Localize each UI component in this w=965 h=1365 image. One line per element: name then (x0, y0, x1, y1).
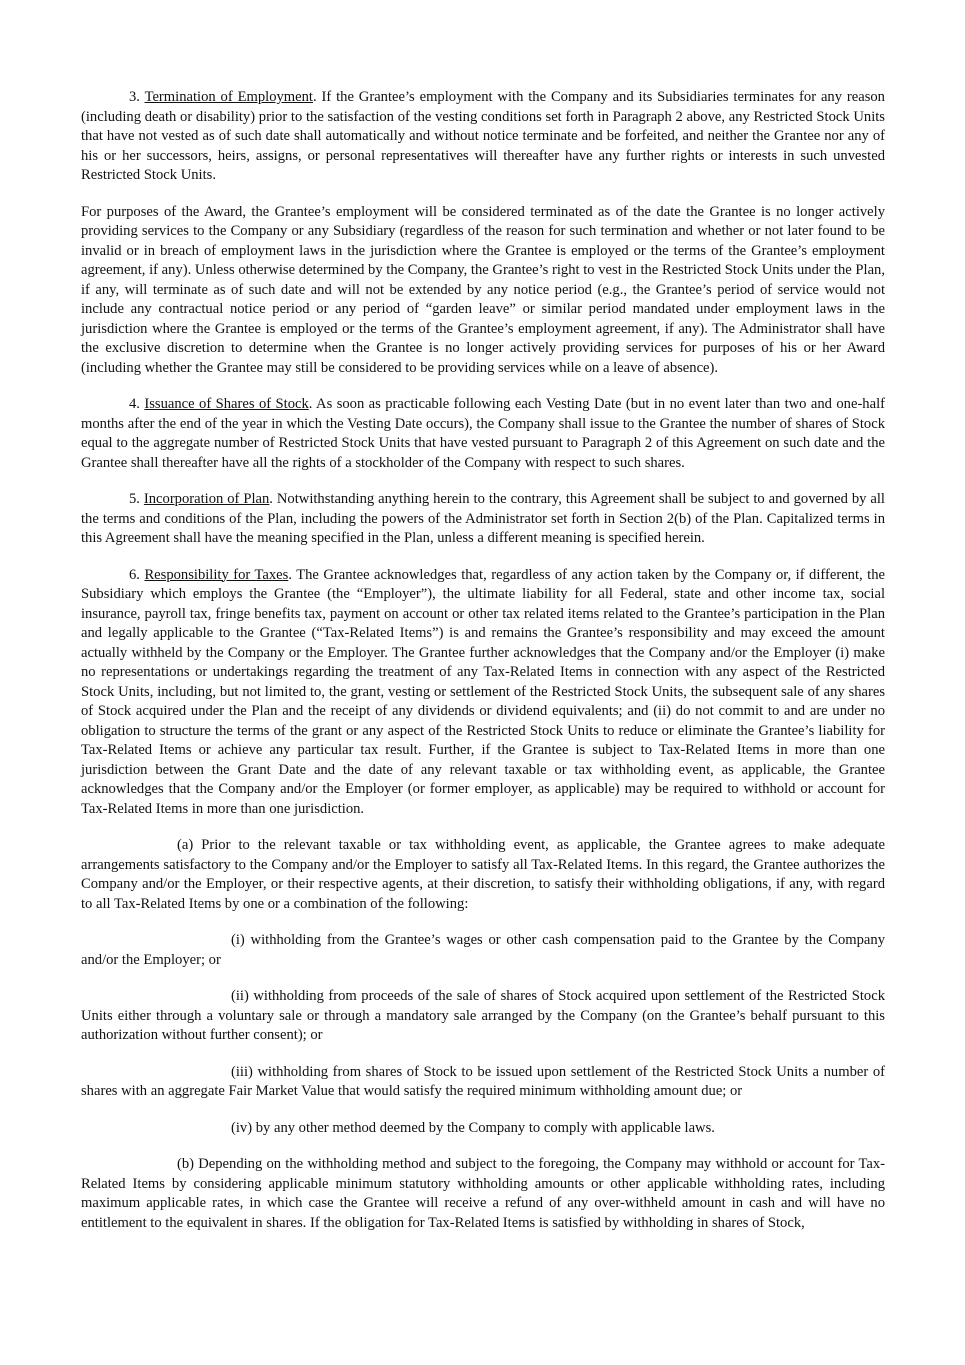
section-3-paragraph-2: For purposes of the Award, the Grantee’s employment will be considered terminated as of the date the Grantee is no longer actively providing services to the Company or any Subsidiary (regardless of the reason for such termination and whether or not later found to be invalid or in breach of employment laws in the jurisdiction where the Grantee is employed or the terms of the Grantee’s employment agreement, if any). Unless otherwise determined by the Company, the Grantee’s right to vest in the Restricted Stock Units under the Plan, if any, will terminate as of such date and will not be extended by any notice period (e.g., the Grantee’s period of service would not include any contractual notice period or any period of “garden leave” or similar period mandated under employment laws in the jurisdiction where the Grantee is employed or the terms of the Grantee’s employment agreement, if any). The Administrator shall have the exclusive discretion to determine when the Grantee is no longer actively providing services for purposes of his or her Award (including whether the Grantee may still be considered to be providing services while on a leave of absence). (81, 203, 885, 376)
section-4-body: . As soon as practicable following each Vesting Date (but in no event later than two and one-half months after the end of the year in which the Vesting Date occurs), the Company shall issue to the Grantee the number of shares of Stock equal to the aggregate number of Restricted Stock Units that have vested pursuant to Paragraph 2 of this Agreement on such date and the Grantee shall thereafter have all the rights of a stockholder of the Company with respect to such shares. (81, 396, 885, 471)
section-4-heading: Issuance of Shares of Stock (144, 396, 309, 412)
section-6-body: . The Grantee acknowledges that, regardless of any action taken by the Company or, if different, the Subsidiary which employs the Grantee (the “Employer”), the ultimate liability for all Federal, state and other income tax, social insurance, payroll tax, fringe benefits tax, payment on account or other tax related items related to the Grantee’s participation in the Plan and legally applicable to the Grantee (“Tax-Related Items”) is and remains the Grantee’s responsibility and may exceed the amount actually withheld by the Company or the Employer. The Grantee further acknowledges that the Company and/or the Employer (i) make no representations or undertakings regarding the treatment of any Tax-Related Items in connection with any aspect of the Restricted Stock Units, including, but not limited to, the grant, vesting or settlement of the Restricted Stock Units, the subsequent sale of any shares of Stock acquired under the Plan and the receipt of any dividends or dividend equivalents; and (ii) do not commit to and are under no obligation to structure the terms of the grant or any aspect of the Restricted Stock Units to reduce or eliminate the Grantee’s liability for Tax-Related Items or achieve any particular tax result. Further, if the Grantee is subject to Tax-Related Items in more than one jurisdiction between the Grant Date and the date of any relevant taxable or tax withholding event, as applicable, the Grantee acknowledges that the Company and/or the Employer (or former employer, as applicable) may be required to withhold or account for Tax-Related Items in more than one jurisdiction. (81, 566, 885, 817)
section-3-body: . If the Grantee’s employment with the Company and its Subsidiaries terminates for any reason (including death or disability) prior to the satisfaction of the vesting conditions set forth in Paragraph 2 above, any Restricted Stock Units that have not vested as of such date shall automatically and without notice terminate and be forfeited, and neither the Grantee nor any of his or her successors, heirs, assigns, or personal representatives will thereafter have any further rights or interests in such unvested Restricted Stock Units. (81, 89, 885, 183)
subsection-b-paragraph: (b) Depending on the withholding method and subject to the foregoing, the Company may withhold or account for Tax-Related Items by considering applicable minimum statutory withholding amounts or other applicable withholding rates, including maximum applicable rates, in which case the Grantee will receive a refund of any over-withheld amount in cash and will have no entitlement to the equivalent in shares. If the obligation for Tax-Related Items is satisfied by withholding in shares of Stock, (81, 1156, 885, 1231)
section-5-number: 5. (129, 491, 144, 507)
section-4-paragraph (81, 395, 885, 473)
subsection-a-paragraph: (a) Prior to the relevant taxable or tax withholding event, as applicable, the Grantee agrees to make adequate arrangements satisfactory to the Company and/or the Employer to satisfy all Tax-Related Items. In this regard, the Grantee authorizes the Company and/or the Employer, or their respective agents, at their discretion, to satisfy their withholding obligations, if any, with regard to all Tax-Related Items by one or a combination of the following: (81, 837, 885, 912)
section-4-number: 4. (129, 396, 145, 412)
item-ii-paragraph: (ii) withholding from proceeds of the sale of shares of Stock acquired upon settlement of the Restricted Stock Units either through a voluntary sale or through a mandatory sale arranged by the Company (on the Grantee’s behalf pursuant to this authorization without further consent); or (81, 988, 885, 1043)
section-6-number: 6. (129, 566, 145, 583)
item-iv-paragraph: (iv) by any other method deemed by the Company to comply with applicable laws. (231, 1119, 715, 1136)
section-5-heading: Incorporation of Plan (143, 491, 270, 507)
section-6-paragraph (81, 566, 885, 820)
section-6-heading: Responsibility for Taxes (144, 566, 289, 583)
section-5-body: . Notwithstanding anything herein to the contrary, this Agreement shall be subject to and governed by all the terms and conditions of the Plan, including the powers of the Administrator set forth in Section 2(b) of the Plan. Capitalized terms in this Agreement shall have the meaning specified in the Plan, unless a different meaning is specified herein. (81, 491, 885, 546)
section-3-paragraph (81, 88, 885, 186)
section-3-number: 3. (129, 89, 145, 105)
item-iii-paragraph: (iii) withholding from shares of Stock to be issued upon settlement of the Restricted Stock Units a number of shares with an aggregate Fair Market Value that would satisfy the required minimum withholding amount due; or (81, 1063, 885, 1099)
item-i-paragraph: (i) withholding from the Grantee’s wages or other cash compensation paid to the Grantee by the Company and/or the Employer; or (81, 932, 885, 968)
section-5-paragraph (81, 490, 885, 549)
section-3-heading: Termination of Employment (144, 89, 313, 105)
